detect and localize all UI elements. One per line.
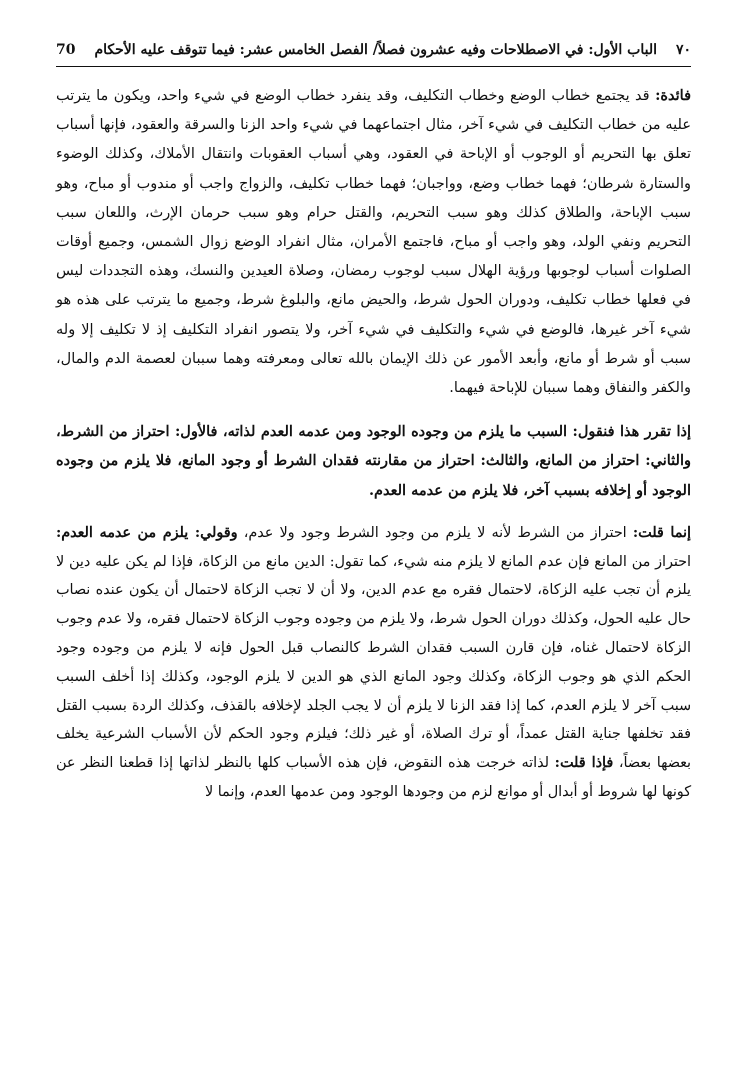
chapter-title: الباب الأول: في الاصطلاحات وفيه عشرون فصلاً/ الفصل الخامس عشر: فيما تتوقف عليه الأحكام	[94, 42, 658, 58]
explanation-lead-2: وقولي: يلزم من عدمه العدم:	[56, 524, 238, 541]
paragraph-gap-2	[56, 505, 691, 519]
section-definition	[56, 417, 691, 505]
benefit-text: قد يجتمع خطاب الوضع وخطاب التكليف، وقد ينفرد خطاب الوضع في شيء واحد، ويكون ما يترتب عليه من خطاب التكليف في شيء آخر، مثال اجتماعهما في شيء واحد الزنا والسرقة والعقود، فإنها أسباب تعلق بها التحريم أو الوجوب أو الإباحة في العقود، وهي أسباب العقوبات وانتقال الأملاك، وكذلك الوضوء والستارة شرطان؛ فهما خطاب وضع، وواجبان؛ فهما خطاب تكليف، والزواج واجب أو مندوب أو مباح، وهو سبب الإباحة، والطلاق كذلك وهو سبب التحريم، والقتل حرام وهو سبب حرمان الإرث، واللعان سبب التحريم ونفي الولد، وهو واجب أو مباح، فاجتمع الأمران، مثال انفراد الوضع زوال الشمس، وجميع أوقات الصلوات أسباب لوجوبها ورؤية الهلال سبب لوجوب رمضان، وصلاة العيدين والنسك، وهذه التجددات ليس في فعلها خطاب تكليف، ودوران الحول شرط، والحيض مانع، والبلوغ شرط، وجميع ما يترتب على هذه هو شيء آخر غيرها، فالوضع في شيء والتكليف في شيء آخر، ولا يتصور انفراد التكليف إذ لا تكليف إلا وله سبب أو شرط أو مانع، وأبعد الأمور عن ذلك الإيمان بالله تعالى ومعرفته وهما سببان لعصمة الدم والمال، والكفر والنفاق وهما سببان للإباحة فيهما.	[56, 88, 691, 397]
page-number-latin: 70	[56, 42, 76, 58]
paragraph-definition	[56, 417, 691, 505]
benefit-lead: فائدة:	[655, 87, 692, 104]
section-explanation	[56, 519, 691, 807]
definition-text: إذا تقرر هذا فنقول: السبب ما يلزم من وجوده الوجود ومن عدمه العدم لذاته، فالأول: احتراز من الشرط، والثاني: احتراز من المانع، والثالث: احتراز من مقارنته فقدان الشرط أو وجود المانع، فلا يلزم من وجوده الوجود أو إخلافه بسبب آخر، فلا يلزم من عدمه العدم.	[56, 423, 691, 499]
explanation-lead: إنما قلت:	[632, 524, 691, 541]
paragraph-explanation	[56, 519, 691, 807]
paragraph-gap	[56, 403, 691, 417]
page-number-arabic: ٧٠	[675, 42, 691, 58]
explanation-text-a: احتراز من الشرط لأنه لا يلزم من وجود الشرط وجود ولا عدم،	[243, 524, 627, 541]
section-benefit	[56, 81, 691, 403]
explanation-text-c: لذاته خرجت هذه النقوض، فإن هذه الأسباب كلها بالنظر لذاتها إذا قطعنا النظر عن كونها لها شروط أو أبدال أو موانع لزم من وجودها الوجود ومن عدمها العدم، وإنما لا	[56, 755, 691, 801]
explanation-text-b: احتراز من المانع فإن عدم المانع لا يلزم منه شيء، كما تقول: الدين مانع من الزكاة، فإذا لم يكن عليه دين لا يلزم أن تجب عليه الزكاة، لاحتمال فقره مع عدم الدين، ولا أن لا تجب الزكاة لاحتمال أن يكون عنده نصاب حال عليه الحول، وكذلك دوران الحول شرط، ولا يلزم من وجوده وجوب الزكاة لاحتمال فقره، ولا عدم وجوب الزكاة لاحتمال غناه، فإن قارن السبب فقدان الشرط كالنصاب قبل الحول فإنه لا يلزم من وجوده وجود الحكم الذي هو وجوب الزكاة، وكذلك وجود المانع الذي هو الدين لا يلزم الوجود، وكذلك إذا أخلف السبب سبب آخر لا يلزم العدم، كما إذا فقد الزنا لا يلزم أن لا يجب الجلد لإخلافه بالقذف، وكذلك الردة بسبب القتل فقد تخلفها جناية القتل عمداً، أو ترك الصلاة، أو غير ذلك؛ فيلزم وجود الحكم لأن الأسباب الشرعية يخلف بعضها بعضاً،	[56, 553, 692, 772]
explanation-lead-3: فإذا قلت:	[554, 755, 614, 772]
paragraph-benefit	[56, 81, 691, 403]
running-header	[56, 40, 691, 67]
